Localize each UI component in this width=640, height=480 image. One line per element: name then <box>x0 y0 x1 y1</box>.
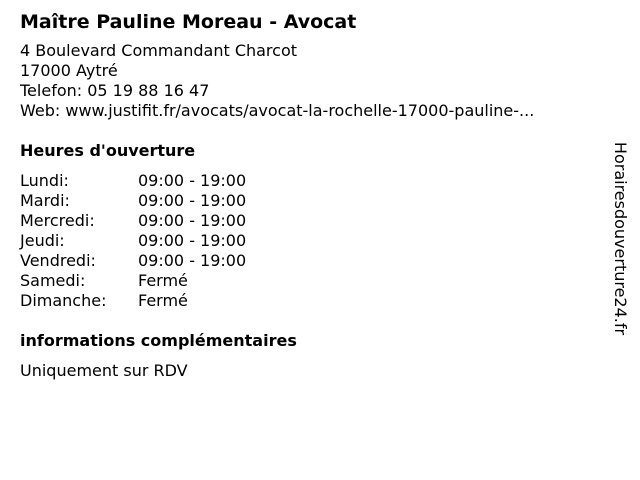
business-title: Maître Pauline Moreau - Avocat <box>20 11 357 33</box>
day-label: Vendredi: <box>20 251 96 270</box>
hours-row-saturday <box>20 271 600 291</box>
hours-row-sunday <box>20 291 600 311</box>
additional-info-heading: informations complémentaires <box>20 331 297 350</box>
address-line-2: 17000 Aytré <box>20 61 118 80</box>
address-line-1: 4 Boulevard Commandant Charcot <box>20 41 298 60</box>
hours-row-tuesday <box>20 191 600 211</box>
time-value: Fermé <box>138 271 188 290</box>
day-label: Samedi: <box>20 271 86 290</box>
day-label: Mercredi: <box>20 211 95 230</box>
day-label: Lundi: <box>20 171 69 190</box>
opening-hours-table <box>20 171 600 311</box>
time-value: Fermé <box>138 291 188 310</box>
day-label: Jeudi: <box>20 231 65 250</box>
additional-info-text: Uniquement sur RDV <box>20 361 188 380</box>
time-value: 09:00 - 19:00 <box>138 171 247 190</box>
time-value: 09:00 - 19:00 <box>138 191 247 210</box>
day-label: Mardi: <box>20 191 70 210</box>
website-line: Web: www.justifit.fr/avocats/avocat-la-rochelle-17000-pauline-... <box>20 101 535 120</box>
day-label: Dimanche: <box>20 291 107 310</box>
site-watermark <box>606 0 636 480</box>
business-card <box>20 9 600 381</box>
hours-row-wednesday <box>20 211 600 231</box>
hours-row-thursday <box>20 231 600 251</box>
time-value: 09:00 - 19:00 <box>138 251 247 270</box>
hours-row-monday <box>20 171 600 191</box>
opening-hours-heading: Heures d'ouverture <box>20 141 196 160</box>
watermark-text: Horairesdouverture24.fr <box>611 141 631 335</box>
hours-row-friday <box>20 251 600 271</box>
time-value: 09:00 - 19:00 <box>138 231 247 250</box>
time-value: 09:00 - 19:00 <box>138 211 247 230</box>
phone-line: Telefon: 05 19 88 16 47 <box>20 81 210 100</box>
